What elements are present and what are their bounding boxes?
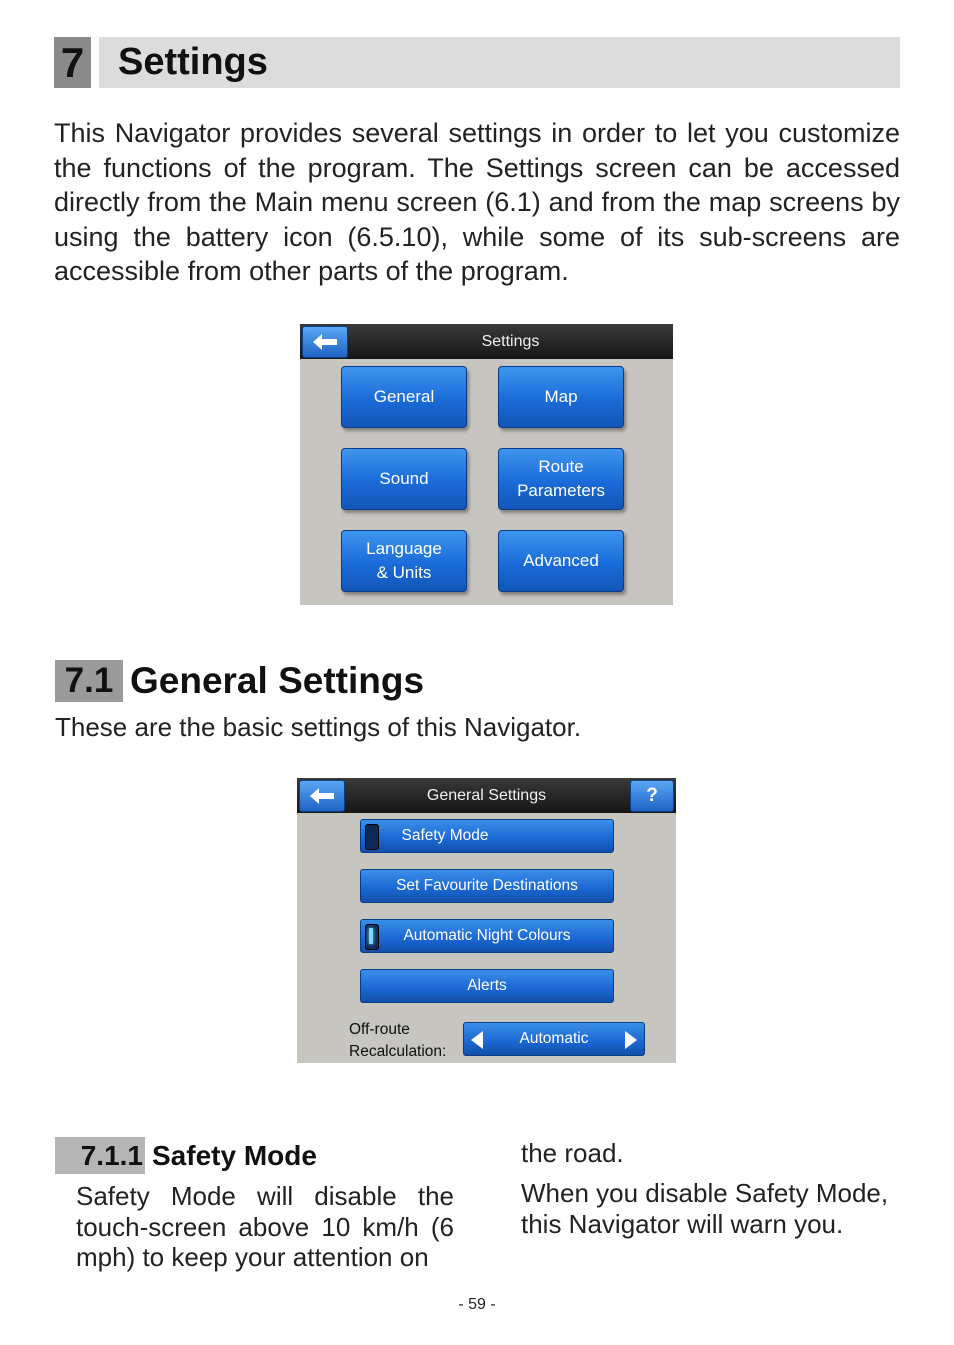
help-button[interactable]: ? (630, 780, 674, 812)
route-parameters-button[interactable]: Route Parameters (498, 448, 624, 510)
subsection-title: Safety Mode (152, 1140, 317, 1171)
automatic-night-colours-button[interactable] (360, 919, 614, 953)
settings-screen (300, 324, 673, 605)
back-arrow-icon (311, 333, 339, 351)
offroute-value: Automatic (519, 1030, 589, 1047)
settings-body (300, 359, 673, 605)
offroute-label-line2: Recalculation: (349, 1043, 447, 1060)
safety-mode-toggle[interactable] (365, 824, 379, 850)
sound-button[interactable]: Sound (341, 448, 467, 510)
section-title: General Settings (130, 660, 425, 701)
set-favourite-destinations-button[interactable] (360, 869, 614, 903)
offroute-label-line1: Off-route (349, 1021, 410, 1038)
subsection-right-text-1: the road. (521, 1138, 624, 1168)
section-description: These are the basic settings of this Navigator. (55, 712, 582, 742)
subsection-left-text: Safety Mode will disable the touch-screen above 10 km/h (6 mph) to keep your attention on (76, 1181, 454, 1272)
subsection-number: 7.1.1 (55, 1137, 145, 1174)
advanced-button[interactable]: Advanced (498, 530, 624, 592)
settings-titlebar (300, 324, 673, 359)
page-number: - 59 - (458, 1296, 496, 1313)
language-units-button[interactable]: Language & Units (341, 530, 467, 592)
set-favourite-destinations-label: Set Favourite Destinations (396, 877, 578, 894)
arrow-left-icon[interactable] (469, 1030, 485, 1050)
night-colours-toggle[interactable] (365, 924, 379, 950)
chapter-intro: This Navigator provides several settings in order to let you customize the functions of the program. The Settings screen can be accessed directly from the Main menu screen (6.1) and from the map screens by using the battery icon (6.5.10), while some of its sub-screens are accessible from other parts of the program. (54, 118, 900, 286)
chapter-title: Settings (118, 41, 268, 83)
general-title: General Settings (426, 787, 547, 804)
general-button[interactable]: General (341, 366, 467, 428)
back-button[interactable] (299, 780, 345, 812)
safety-mode-label: Safety Mode (401, 827, 489, 844)
automatic-night-colours-label: Automatic Night Colours (403, 927, 571, 944)
arrow-right-icon[interactable] (623, 1030, 639, 1050)
alerts-label: Alerts (467, 977, 507, 994)
chapter-number: 7 (54, 37, 91, 88)
back-button[interactable] (302, 326, 348, 358)
safety-mode-button[interactable] (360, 819, 614, 853)
map-button[interactable]: Map (498, 366, 624, 428)
general-settings-screen (297, 778, 676, 1063)
section-number: 7.1 (55, 660, 123, 702)
subsection-right-text-2: When you disable Safety Mode, this Navigator will warn you. (521, 1178, 889, 1239)
general-titlebar (297, 778, 676, 813)
offroute-label (349, 1019, 446, 1063)
settings-title: Settings (481, 333, 540, 350)
alerts-button[interactable] (360, 969, 614, 1003)
offroute-stepper[interactable] (463, 1022, 645, 1056)
back-arrow-icon (308, 787, 336, 805)
